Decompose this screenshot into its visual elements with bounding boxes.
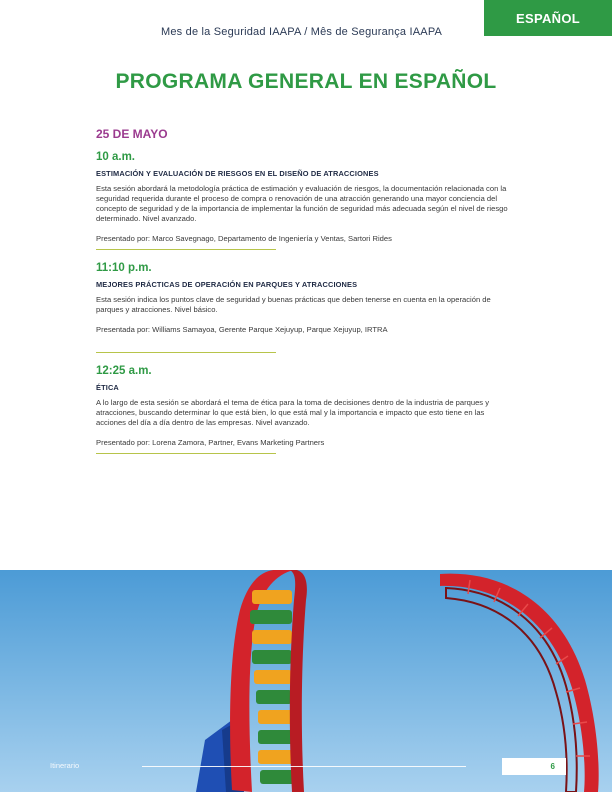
- session-title: ÉTICA: [96, 383, 119, 392]
- train-car: [258, 710, 294, 724]
- session-description: Esta sesión indica los puntos clave de seguridad y buenas prácticas que deben tenerse en cuenta en la operación de parques y atracciones. Nivel básico.: [96, 295, 491, 314]
- session-presenter: Presentada por: Williams Samayoa, Gerente Parque Xejuyup, Parque Xejuyup, IRTRA: [96, 325, 388, 334]
- train-car: [254, 670, 292, 684]
- page-number: 6: [502, 758, 566, 775]
- session-title: MEJORES PRÁCTICAS DE OPERACIÓN EN PARQUES Y ATRACCIONES: [96, 280, 358, 289]
- program-content: [96, 127, 516, 454]
- session-divider: [96, 352, 276, 353]
- session-title: ESTIMACIÓN Y EVALUACIÓN DE RIESGOS EN EL DISEÑO DE ATRACCIONES: [96, 169, 379, 178]
- session-3: [96, 365, 516, 454]
- session-divider: [96, 249, 276, 250]
- train-car: [258, 730, 294, 744]
- train-car: [250, 610, 292, 624]
- session-description: A lo largo de esta sesión se abordará el tema de ética para la toma de decisiones dentro de la industria de parques y atracciones, buscando determinar lo que está bien, lo que está mal y la importancia e impacto que esto tiene en las acciones del día a día dentro de las empresas. Nivel avanzado.: [96, 398, 490, 427]
- train-car: [258, 750, 296, 764]
- session-presenter: Presentado por: Marco Savegnago, Departamento de Ingeniería y Ventas, Sartori Rides: [96, 234, 392, 243]
- session-time: 10 a.m.: [96, 151, 135, 163]
- footer-label: Itinerario: [50, 761, 80, 770]
- coaster-track-inner: [290, 570, 307, 792]
- train-car: [252, 590, 292, 604]
- session-1: [96, 151, 516, 250]
- session-divider: [96, 453, 276, 454]
- session-2: [96, 262, 516, 353]
- footer-divider: [142, 766, 466, 767]
- session-presenter: Presentado por: Lorena Zamora, Partner, Evans Marketing Partners: [96, 438, 325, 447]
- program-date: 25 DE MAYO: [96, 127, 168, 141]
- session-time: 12:25 a.m.: [96, 365, 152, 377]
- train-car: [256, 690, 292, 704]
- page-title: PROGRAMA GENERAL EN ESPAÑOL: [115, 70, 497, 93]
- language-tab[interactable]: ESPAÑOL: [484, 0, 612, 36]
- session-time: 11:10 p.m.: [96, 262, 152, 274]
- event-header: Mes de la Seguridad IAAPA / Mês de Segurança IAAPA: [161, 26, 443, 38]
- session-description: Esta sesión abordará la metodología práctica de estimación y evaluación de riesgos, la documentación relacionada con la seguridad requerida durante el proceso de compra o renovación de una atracción generando una mayor conciencia del concepto de seguridad y de la importancia de implementar la función de seguridad más adecuada según el nivel de riesgo determinado. Nivel avanzado.: [96, 184, 508, 223]
- train-car: [252, 630, 292, 644]
- train-car: [252, 650, 292, 664]
